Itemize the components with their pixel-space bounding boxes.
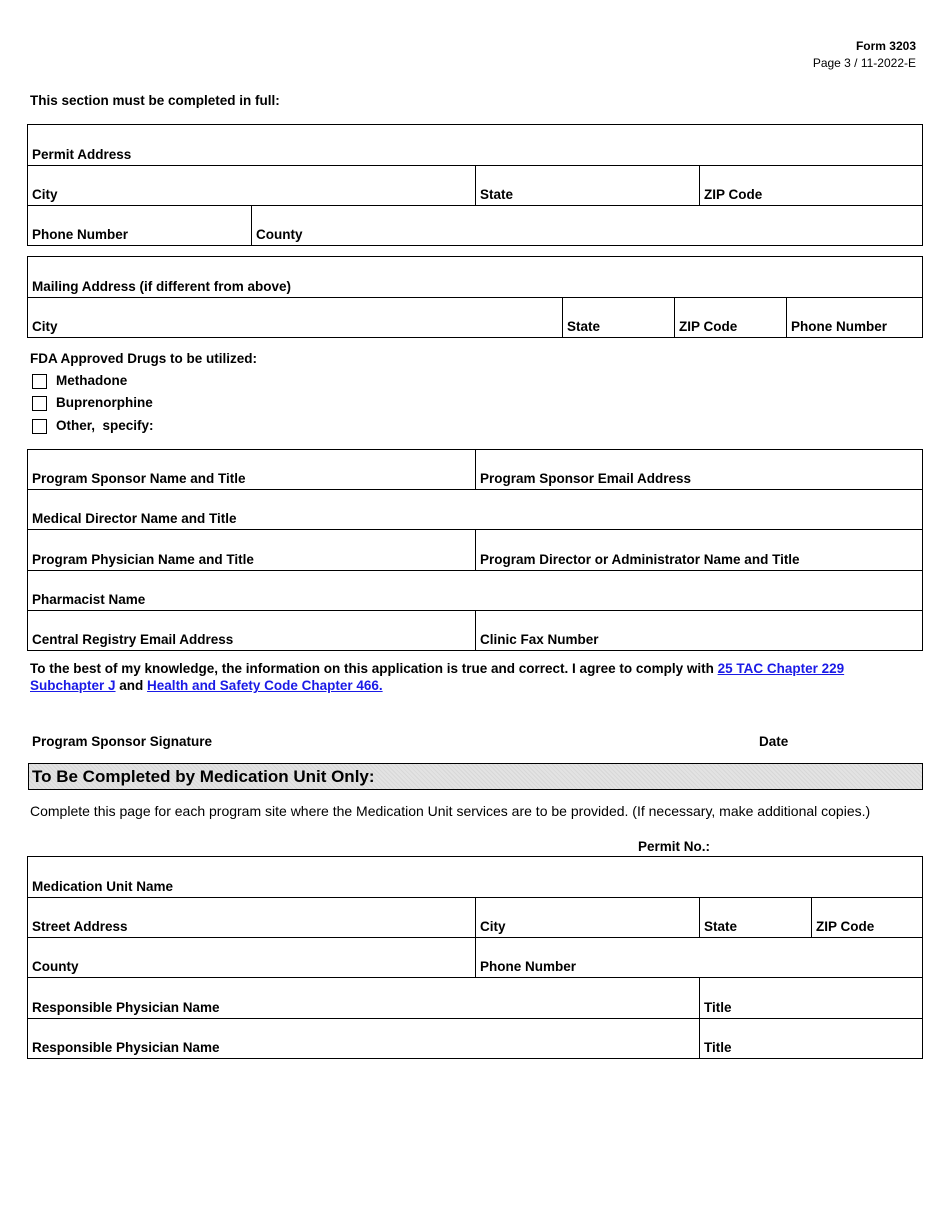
unit-zip-field[interactable] <box>812 898 922 938</box>
resp-physician-2-field[interactable] <box>28 1019 700 1058</box>
mailing-state-label: State <box>567 319 601 334</box>
resp-physician-2-label: Responsible Physician Name <box>32 1040 220 1055</box>
unit-street-label: Street Address <box>32 919 128 934</box>
resp-physician-1-field[interactable] <box>28 978 700 1019</box>
methadone-checkbox[interactable] <box>32 374 47 389</box>
resp-title-2-field[interactable] <box>700 1019 922 1058</box>
medication-unit-box <box>27 856 923 1059</box>
permit-city-field[interactable] <box>28 166 476 206</box>
director-field[interactable] <box>476 530 922 571</box>
staff-box <box>27 449 923 651</box>
permit-address-box <box>27 124 923 246</box>
unit-county-field[interactable] <box>28 938 476 978</box>
sponsor-name-field[interactable] <box>28 450 476 490</box>
physician-field[interactable] <box>28 530 476 571</box>
registry-email-label: Central Registry Email Address <box>32 632 234 647</box>
unit-city-label: City <box>480 919 506 934</box>
permit-address-field[interactable] <box>28 125 922 166</box>
other-drug-label: Other, specify: <box>56 418 154 433</box>
physician-label: Program Physician Name and Title <box>32 552 254 567</box>
director-label: Program Director or Administrator Name and Title <box>480 552 800 567</box>
attestation <box>30 660 910 694</box>
registry-email-field[interactable] <box>28 611 476 650</box>
unit-zip-label: ZIP Code <box>816 919 875 934</box>
medication-unit-banner: To Be Completed by Medication Unit Only: <box>28 763 923 790</box>
unit-state-field[interactable] <box>700 898 812 938</box>
sponsor-email-label: Program Sponsor Email Address <box>480 471 692 486</box>
resp-physician-1-label: Responsible Physician Name <box>32 1000 220 1015</box>
resp-title-1-field[interactable] <box>700 978 922 1019</box>
permit-county-field[interactable] <box>252 206 922 245</box>
section-intro: This section must be completed in full: <box>30 93 280 108</box>
permit-phone-field[interactable] <box>28 206 252 245</box>
unit-county-label: County <box>32 959 79 974</box>
pharmacist-field[interactable] <box>28 571 922 611</box>
permit-state-label: State <box>480 187 514 202</box>
mailing-zip-field[interactable] <box>675 298 787 337</box>
permit-zip-label: ZIP Code <box>704 187 763 202</box>
buprenorphine-label: Buprenorphine <box>56 395 153 410</box>
mailing-address-label: Mailing Address (if different from above) <box>32 279 292 294</box>
mailing-zip-label: ZIP Code <box>679 319 738 334</box>
resp-title-2-label: Title <box>704 1040 732 1055</box>
methadone-label: Methadone <box>56 373 128 388</box>
other-drug-checkbox[interactable] <box>32 419 47 434</box>
page-info: Page 3 / 11-2022-E <box>812 56 916 70</box>
permit-city-label: City <box>32 187 58 202</box>
form-number: Form 3203 <box>855 39 916 53</box>
mailing-address-box <box>27 256 923 338</box>
mailing-phone-field[interactable] <box>787 298 922 337</box>
tac-chapter-link[interactable]: 25 TAC Chapter 229 Subchapter J <box>30 661 845 693</box>
permit-county-label: County <box>256 227 303 242</box>
medication-unit-instructions: Complete this page for each program site where the Medication Unit services are to be provided. (If necessary, make additional copies.) <box>30 803 871 819</box>
medical-director-field[interactable] <box>28 490 922 530</box>
permit-no-label: Permit No.: <box>638 839 711 854</box>
sponsor-signature-label: Program Sponsor Signature <box>32 734 213 749</box>
permit-state-field[interactable] <box>476 166 700 206</box>
permit-phone-label: Phone Number <box>32 227 129 242</box>
fax-label: Clinic Fax Number <box>480 632 599 647</box>
permit-address-label: Permit Address <box>32 147 132 162</box>
unit-name-field[interactable] <box>28 857 922 898</box>
unit-state-label: State <box>704 919 738 934</box>
sponsor-email-field[interactable] <box>476 450 922 490</box>
fda-drugs-title: FDA Approved Drugs to be utilized: <box>30 351 257 366</box>
attestation-text: To the best of my knowledge, the information on this application is true and correct. I agree to comply with <box>30 661 718 676</box>
resp-title-1-label: Title <box>704 1000 732 1015</box>
unit-phone-field[interactable] <box>476 938 922 978</box>
unit-name-label: Medication Unit Name <box>32 879 174 894</box>
mailing-address-field[interactable] <box>28 257 922 298</box>
mailing-city-field[interactable] <box>28 298 563 337</box>
pharmacist-label: Pharmacist Name <box>32 592 146 607</box>
permit-zip-field[interactable] <box>700 166 922 206</box>
unit-city-field[interactable] <box>476 898 700 938</box>
buprenorphine-checkbox[interactable] <box>32 396 47 411</box>
sponsor-name-label: Program Sponsor Name and Title <box>32 471 246 486</box>
medical-director-label: Medical Director Name and Title <box>32 511 237 526</box>
date-label: Date <box>759 734 789 749</box>
attestation-and: and <box>115 678 148 693</box>
unit-phone-label: Phone Number <box>480 959 577 974</box>
mailing-city-label: City <box>32 319 58 334</box>
mailing-state-field[interactable] <box>563 298 675 337</box>
fax-field[interactable] <box>476 611 922 650</box>
health-safety-code-link[interactable]: Health and Safety Code Chapter 466. <box>147 678 383 693</box>
mailing-phone-label: Phone Number <box>791 319 888 334</box>
unit-street-field[interactable] <box>28 898 476 938</box>
